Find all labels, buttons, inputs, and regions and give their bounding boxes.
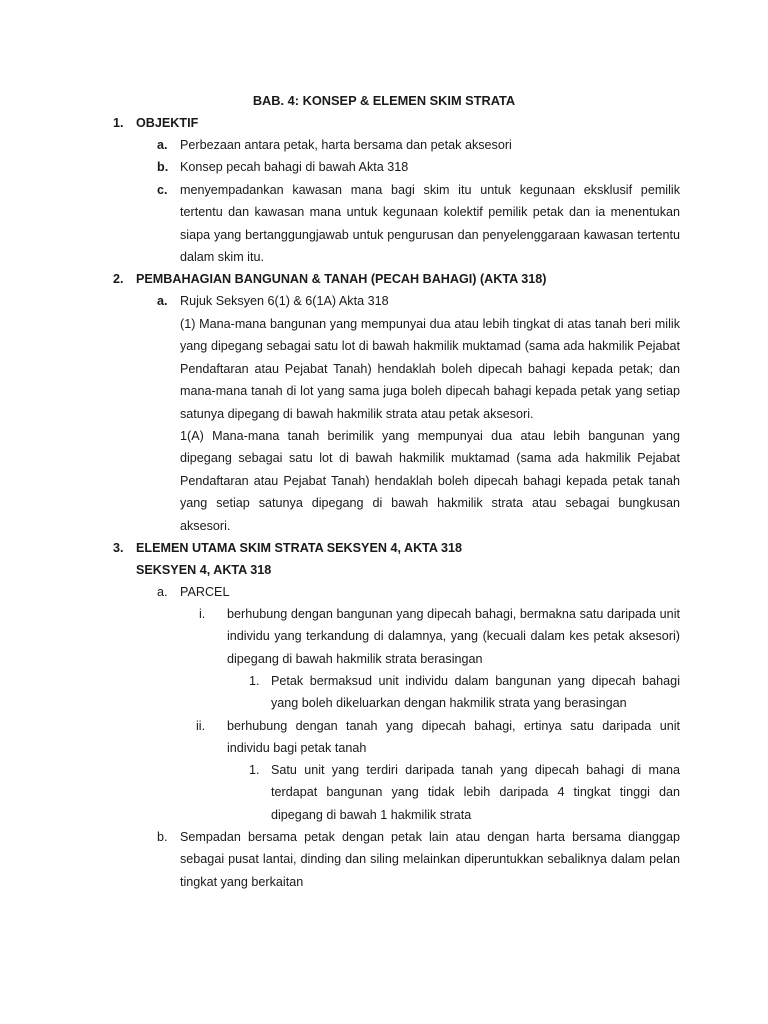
section-heading: ELEMEN UTAMA SKIM STRATA SEKSYEN 4, AKTA 318 <box>136 541 463 555</box>
text-line: Pendaftaran atau Pejabat Tanah) hendaklah boleh dipecah bahagi kepada petak; dan <box>180 361 680 376</box>
text-line: Sempadan bersama petak dengan petak lain atau dengan harta bersama dianggap <box>180 830 680 844</box>
text-line: mana-mana tanah di lot yang sama juga boleh dipecah bahagi kepada petak yang setiap <box>180 384 680 399</box>
list-item <box>199 603 680 670</box>
list-item <box>196 715 680 760</box>
section-number: 2. <box>113 272 124 286</box>
list-item <box>157 179 680 269</box>
text-line: yang setiap satunya dipegang di bawah hakmilik strata atau sebagai bungkusan <box>180 496 680 511</box>
text-line: individu bagi petak tanah <box>227 741 367 756</box>
text-line: dalam skim itu. <box>180 250 264 265</box>
list-item-label: c. <box>157 183 168 197</box>
text-line: berhubung dengan tanah yang dipecah bahagi, ertinya satu daripada unit <box>227 719 680 733</box>
text-line: Satu unit yang terdiri daripada tanah yang dipecah bahagi di mana <box>271 763 680 777</box>
list-item <box>249 670 680 715</box>
text-line: (1) Mana-mana bangunan yang mempunyai dua atau lebih tingkat di atas tanah beri milik <box>180 317 680 331</box>
section-heading: PEMBAHAGIAN BANGUNAN & TANAH (PECAH BAHAGI) (AKTA 318) <box>136 272 547 286</box>
text-line: berhubung dengan bangunan yang dipecah bahagi, bermakna satu daripada unit <box>227 607 680 621</box>
list-item <box>157 290 389 312</box>
text-line: siapa yang bertanggungjawab untuk pengurusan dan penyelenggaraan kawasan tertentu <box>180 227 680 242</box>
list-item-label: 1. <box>249 674 260 688</box>
text-line: Pendaftaran atau Pejabat Tanah) hendaklah boleh dipecah bahagi kepada petak tanah <box>180 473 680 488</box>
section-number: 3. <box>113 541 124 555</box>
list-item-label: 1. <box>249 763 260 777</box>
text-line: individu yang terkandung di dalamnya, yang (kecuali dalam kes petak aksesori) <box>227 629 680 644</box>
list-item-paragraph <box>271 670 680 715</box>
list-item-label: a. <box>157 585 168 599</box>
list-item-label: b. <box>157 830 168 844</box>
list-item <box>157 156 408 178</box>
section-subheading-text: SEKSYEN 4, AKTA 318 <box>136 563 272 577</box>
paragraph-seksyen-6-1a <box>180 425 680 537</box>
list-item-label: b. <box>157 160 169 174</box>
list-item-paragraph <box>271 759 680 826</box>
list-item <box>249 759 680 826</box>
text-line: tertentu dan kawasan mana untuk kegunaan kolektif pemilik petak dan ia menentukan <box>180 205 680 220</box>
list-item-text: Rujuk Seksyen 6(1) & 6(1A) Akta 318 <box>180 294 389 308</box>
text-line: yang dipegang sebagai satu lot di bawah hakmilik muktamad (sama ada hakmilik Pejabat <box>180 339 680 354</box>
document-title: BAB. 4: KONSEP & ELEMEN SKIM STRATA <box>252 93 516 108</box>
section-subheading <box>136 559 271 581</box>
text-line: menyempadankan kawasan mana bagi skim itu untuk kegunaan eksklusif pemilik <box>180 183 680 197</box>
text-line: terdapat bangunan yang tidak lebih daripada 4 tingkat tinggi dan <box>271 785 680 800</box>
list-item-text: PARCEL <box>180 585 230 599</box>
list-item <box>157 134 512 156</box>
list-item-text: Perbezaan antara petak, harta bersama dan petak aksesori <box>180 138 512 152</box>
list-item-label: i. <box>199 607 206 621</box>
text-line: yang boleh dikeluarkan dengan hakmilik strata yang berasingan <box>271 696 627 711</box>
section-heading: OBJEKTIF <box>136 116 199 130</box>
list-item <box>157 581 229 603</box>
text-line: tingkat yang berkaitan <box>180 874 304 889</box>
list-item-label: ii. <box>196 719 206 733</box>
paragraph-seksyen-6-1 <box>180 313 680 425</box>
text-line: Petak bermaksud unit individu dalam bangunan yang dipecah bahagi <box>271 674 680 688</box>
list-item-label: a. <box>157 138 168 152</box>
text-line: aksesori. <box>180 518 231 533</box>
section-2-heading-row <box>113 268 546 290</box>
text-line: satunya dipegang di bawah hakmilik strata atau petak aksesori. <box>180 406 534 421</box>
text-line: dipegang di bawah 1 hakmilik strata <box>271 807 472 822</box>
list-item-label: a. <box>157 294 168 308</box>
section-3-heading-row <box>113 537 462 559</box>
list-item <box>157 826 680 893</box>
text-line: 1(A) Mana-mana tanah berimilik yang mempunyai dua atau lebih bangunan yang <box>180 429 680 443</box>
text-line: dipegang di bawah hakmilik strata berasingan <box>227 651 483 666</box>
section-number: 1. <box>113 116 124 130</box>
list-item-paragraph <box>180 179 680 269</box>
text-line: dipegang sebagai satu lot di bawah hakmilik muktamad (sama ada hakmilik Pejabat <box>180 451 680 466</box>
list-item-paragraph <box>180 826 680 893</box>
section-1-heading-row <box>113 112 198 134</box>
text-line: sebagai pusat lantai, dinding dan siling melainkan diperuntukkan sebaliknya dalam pelan <box>180 852 680 867</box>
list-item-paragraph <box>227 603 680 670</box>
list-item-paragraph <box>227 715 680 760</box>
list-item-text: Konsep pecah bahagi di bawah Akta 318 <box>180 160 409 174</box>
